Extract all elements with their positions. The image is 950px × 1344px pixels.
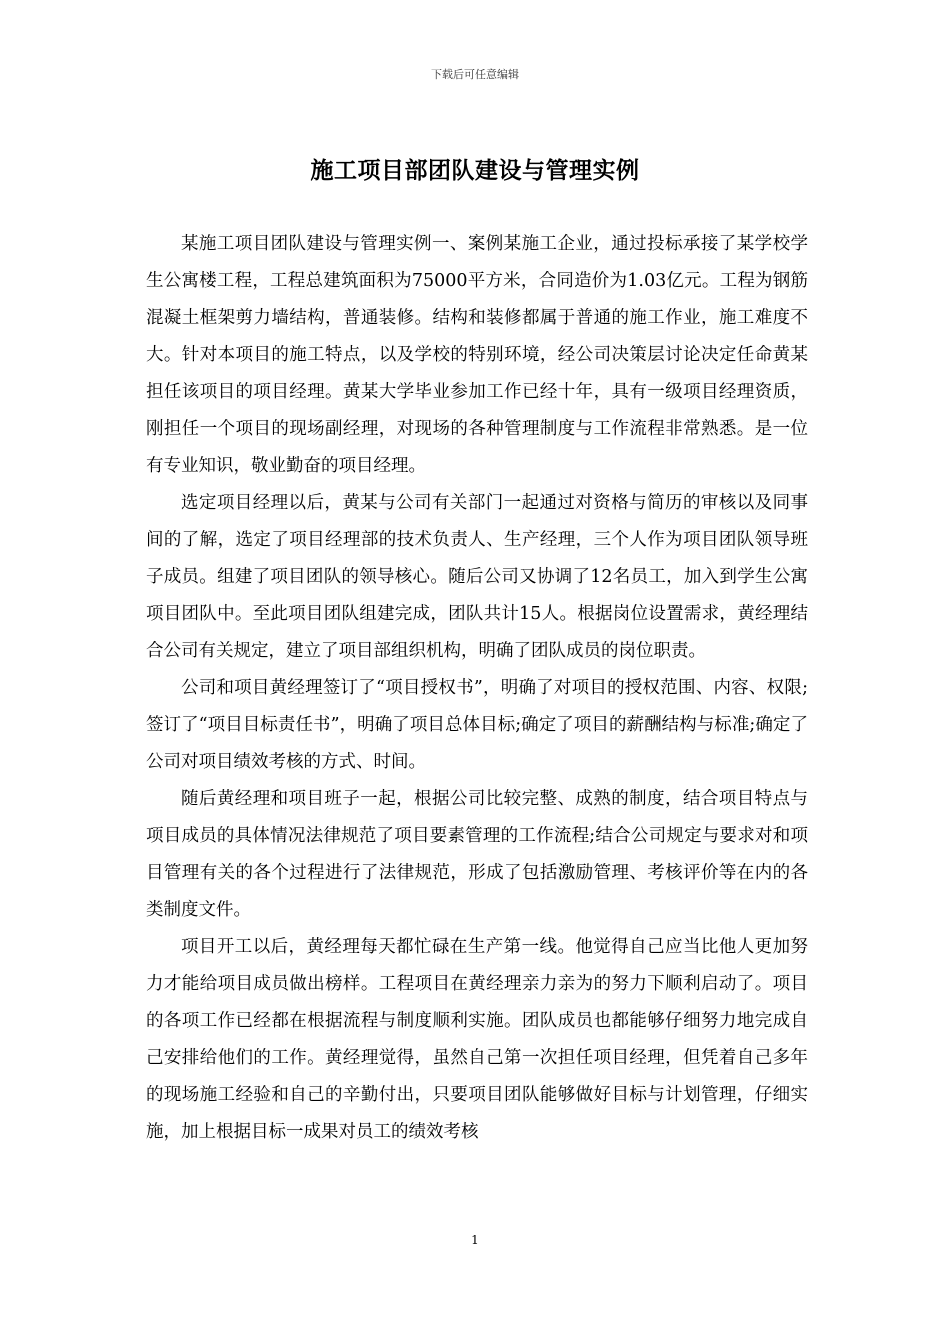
paragraph: 随后黄经理和项目班子一起，根据公司比较完整、成熟的制度，结合项目特点与项目成员的具体情况法律规范了项目要素管理的工作流程;结合公司规定与要求对和项目管理有关的各个过程进行了法律规范，形成了包括激励管理、考核评价等在内的各类制度文件。 (146, 789, 808, 920)
paragraph: 选定项目经理以后，黄某与公司有关部门一起通过对资格与简历的审核以及同事间的了解，选定了项目经理部的技术负责人、生产经理，三个人作为项目团队领导班子成员。组建了项目团队的领导核心。随后公司又协调了12名员工，加入到学生公寓项目团队中。至此项目团队组建完成，团队共计15人。根据岗位设置需求，黄经理结合公司有关规定，建立了项目部组织机构，明确了团队成员的岗位职责。 (146, 493, 808, 661)
document-title: 施工项目部团队建设与管理实例 (310, 157, 640, 184)
paragraph: 项目开工以后，黄经理每天都忙碌在生产第一线。他觉得自己应当比他人更加努力才能给项目成员做出榜样。工程项目在黄经理亲力亲为的努力下顺利启动了。项目的各项工作已经都在根据流程与制度顺利实施。团队成员也都能够仔细努力地完成自己安排给他们的工作。黄经理觉得，虽然自己第一次担任项目经理，但凭着自己多年的现场施工经验和自己的辛勤付出，只要项目团队能够做好目标与计划管理，仔细实施，加上根据目标一成果对员工的绩效考核 (146, 937, 808, 1142)
page-number: 1 (471, 1233, 479, 1247)
header-note: 下载后可任意编辑 (431, 68, 519, 81)
document-body (146, 226, 808, 1151)
paragraph: 公司和项目黄经理签订了“项目授权书”，明确了对项目的授权范围、内容、权限;签订了“项目目标责任书”，明确了项目总体目标;确定了项目的薪酬结构与标准;确定了公司对项目绩效考核的方式、时间。 (146, 678, 808, 772)
paragraph: 某施工项目团队建设与管理实例一、案例某施工企业，通过投标承接了某学校学生公寓楼工程，工程总建筑面积为75000平方米，合同造价为1.03亿元。工程为钢筋混凝土框架剪力墙结构，普通装修。结构和装修都属于普通的施工作业，施工难度不大。针对本项目的施工特点，以及学校的特别环境，经公司决策层讨论决定任命黄某担任该项目的项目经理。黄某大学毕业参加工作已经十年，具有一级项目经理资质，刚担任一个项目的现场副经理，对现场的各种管理制度与工作流程非常熟悉。是一位有专业知识，敬业勤奋的项目经理。 (146, 234, 808, 476)
